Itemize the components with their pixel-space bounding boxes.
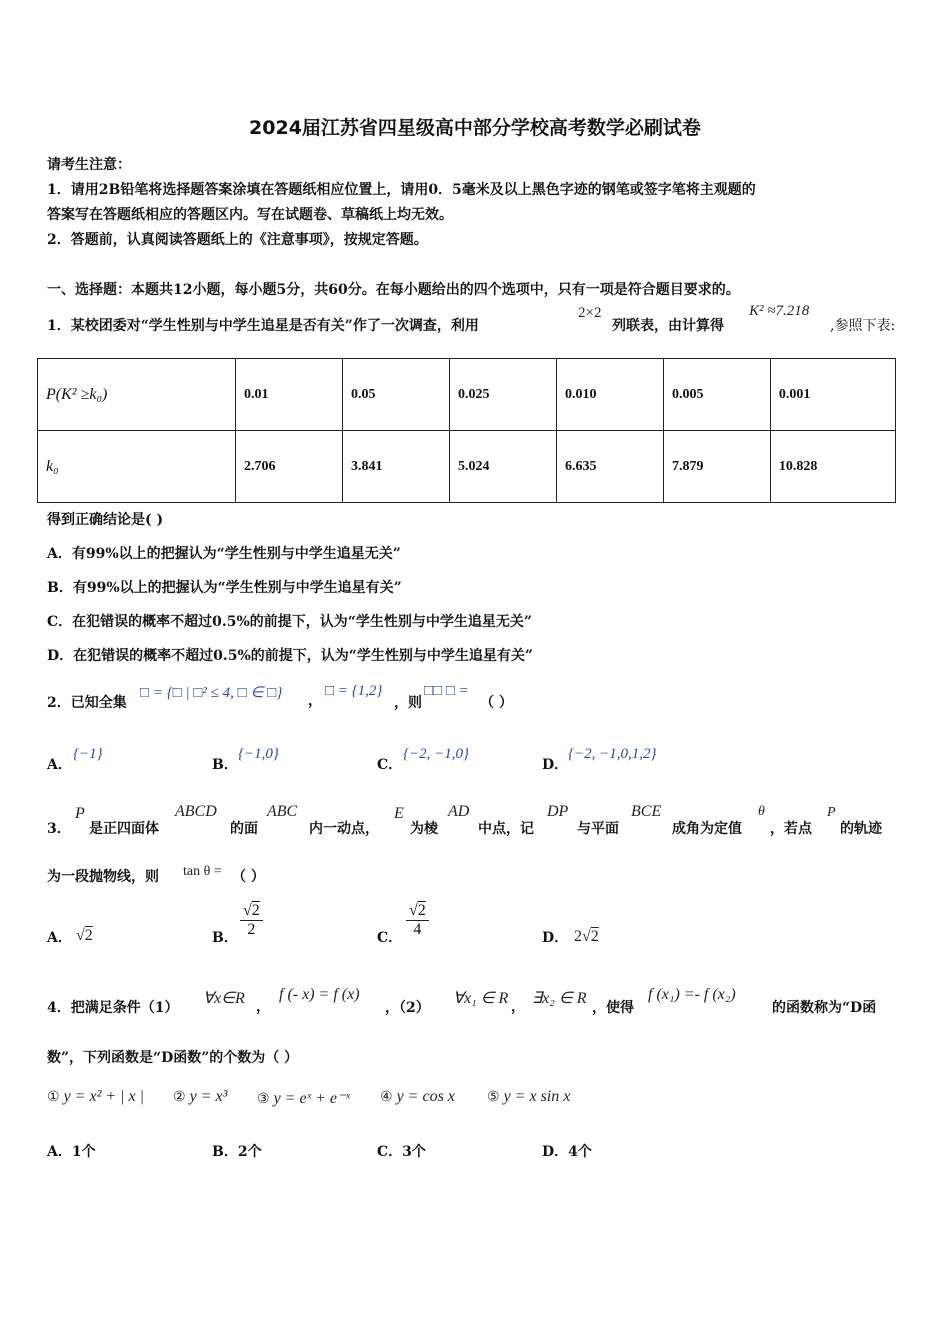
table-cell: 0.005 [663, 359, 770, 431]
q2-stem-a: 2．已知全集 [47, 695, 127, 711]
q3-option-c: $\frac{√2}{4}$ [406, 902, 429, 939]
q2-math-complement: □□ □ = [424, 683, 469, 699]
critical-value-table [37, 358, 896, 503]
q4-math-3: ∀x₁ ∈ R [453, 990, 509, 1007]
q2-label-d: D． [542, 757, 569, 773]
q2-option-c: {−2, −1,0} [403, 746, 469, 762]
q3-option-d-radicand: 2 [590, 928, 599, 945]
q1-option-c: C．在犯错误的概率不超过0.5%的前提下，认为“学生性别与中学生追星无关” [47, 614, 532, 630]
q3-option-b-den: 2 [247, 921, 256, 938]
table-cell: 0.05 [342, 359, 449, 431]
q1-stem-a: 1．某校团委对“学生性别与中学生追星是否有关”作了一次调查，利用 [47, 318, 479, 334]
notice-line-1a: 1．请用2B铅笔将选择题答案涂填在答题纸相应位置上，请用0．5毫米及以上黑色字迹的钢笔或签字笔将主观题的 [47, 182, 756, 198]
q3-text-8: ，若点 [770, 821, 812, 837]
q3-e: E [394, 805, 404, 822]
q4-func-expr: y = x³ [189, 1088, 228, 1105]
q4-func-5 [487, 1088, 570, 1106]
q4-option-c: C．3个 [377, 1144, 426, 1160]
q4-line-2: 数”，下列函数是“D函数”的个数为（ ） [47, 1050, 299, 1066]
q1-option-d: D．在犯错误的概率不超过0.5%的前提下，认为“学生性别与中学生追星有关” [47, 648, 533, 664]
q4-func-expr: y = cos x [396, 1088, 455, 1105]
q4-func-mark: ④ [380, 1090, 393, 1105]
q4-func-expr: y = eˣ + e⁻ˣ [273, 1090, 350, 1107]
q3-label-a: A． [47, 930, 72, 946]
q4-math-1: ∀x∈R [203, 990, 245, 1007]
q4-func-mark: ① [47, 1090, 60, 1105]
q2-option-b: {−1,0} [238, 746, 279, 762]
q2-label-a: A． [47, 757, 72, 773]
q2-option-a: {−1} [73, 746, 103, 762]
q3-text-4: 为棱 [410, 821, 438, 837]
q3-text-6: 与平面 [577, 821, 619, 837]
q1-stem-b: 列联表，由计算得 [612, 318, 724, 334]
table-row-label: k₀ [38, 431, 236, 503]
q2-comma: ， [308, 693, 322, 709]
q4-func-3 [257, 1088, 350, 1108]
table-cell: 2.706 [236, 431, 343, 503]
q4-option-b: B．2个 [212, 1144, 262, 1160]
q4-option-a: A．1个 [47, 1144, 96, 1160]
q3-option-b-num: 2 [251, 902, 260, 919]
q4-func-expr: y = x sin x [503, 1088, 571, 1105]
q4-func-2 [173, 1088, 227, 1106]
q3-p2: P [827, 805, 836, 820]
q3-theta: θ [758, 804, 765, 819]
table-cell: 0.001 [770, 359, 895, 431]
q1-after: 得到正确结论是( ) [47, 512, 164, 528]
q4-text-d-func: 的函数称为“D函 [772, 1000, 877, 1016]
q3-bce: BCE [631, 803, 662, 820]
q2-stem-b: ，则 [394, 695, 422, 711]
q3-option-a-radicand: 2 [84, 927, 93, 944]
q3-number: 3． [47, 821, 71, 837]
q4-cond-2: ，（2） [385, 1000, 430, 1016]
q3-abc: ABC [267, 803, 298, 820]
q4-func-4 [380, 1088, 455, 1106]
q3-option-d-coef: 2 [574, 928, 582, 945]
table-cell: 5.024 [449, 431, 556, 503]
q3-option-b: $\frac{√2}{2}$ [240, 902, 263, 939]
table-row [38, 431, 896, 503]
q4-func-mark: ⑤ [487, 1090, 500, 1105]
q3-abcd: ABCD [175, 803, 217, 820]
q4-math-5: f (x₁) =- f (x₂) [648, 986, 736, 1003]
q3-option-c-den: 4 [413, 921, 422, 938]
q4-comma-1: ， [256, 999, 270, 1015]
q4-text-make: ，使得 [592, 1000, 634, 1016]
q1-option-a: A．有99%以上的把握认为“学生性别与中学生追星无关” [47, 546, 401, 562]
q3-text-5: 中点，记 [478, 821, 534, 837]
q3-tan: tan θ = [183, 864, 222, 879]
q2-math-a: □ = {1,2} [325, 683, 383, 699]
q4-func-mark: ② [173, 1090, 186, 1105]
q2-stem-c: （ ） [480, 695, 513, 711]
q4-comma-3: ， [511, 999, 525, 1015]
notice-line-2: 2．答题前，认真阅读答题纸上的《注意事项》，按规定答题。 [47, 232, 428, 248]
q1-option-b: B．有99%以上的把握认为“学生性别与中学生追星有关” [47, 580, 402, 596]
q4-math-4: ∃x₂ ∈ R [532, 990, 587, 1007]
notice-line-1b: 答案写在答题纸相应的答题区内。写在试题卷、草稿纸上均无效。 [47, 207, 453, 223]
q4-option-d: D．4个 [542, 1144, 592, 1160]
page-title: 2024届江苏省四星级高中部分学校高考数学必刷试卷 [249, 117, 701, 139]
table-cell: 0.01 [236, 359, 343, 431]
q3-option-c-num: 2 [417, 902, 426, 919]
table-cell: 3.841 [342, 431, 449, 503]
q4-stem-a: 4．把满足条件（1） [47, 1000, 179, 1016]
q3-option-d: 2√2 [574, 928, 599, 945]
q3-text-2: 的面 [230, 821, 258, 837]
q3-line-2a: 为一段抛物线，则 [47, 869, 159, 885]
q3-line-2b: （ ） [232, 869, 265, 885]
q3-p: P [75, 805, 85, 822]
q4-math-2: f (- x) = f (x) [279, 986, 360, 1003]
q1-stem-c: ,参照下表: [830, 318, 896, 334]
q1-math-k2: K² ≈7.218 [749, 303, 810, 319]
q3-ad: AD [448, 803, 470, 820]
section-heading: 一、选择题：本题共12小题，每小题5分，共60分。在每小题给出的四个选项中，只有一项是符合题目要求的。 [47, 282, 740, 298]
q4-func-mark: ③ [257, 1092, 270, 1107]
q2-label-b: B． [212, 757, 238, 773]
q3-text-1: 是正四面体 [89, 821, 159, 837]
table-cell: 0.025 [449, 359, 556, 431]
q3-label-d: D． [542, 930, 569, 946]
q3-option-a: √2 [76, 927, 93, 944]
table-cell: 6.635 [556, 431, 663, 503]
q2-option-d: {−2, −1,0,1,2} [568, 746, 657, 762]
table-row-label: P(K² ≥k₀) [38, 359, 236, 431]
q3-label-b: B． [212, 930, 238, 946]
q3-dp: DP [547, 803, 569, 820]
q2-label-c: C． [377, 757, 403, 773]
q3-label-c: C． [377, 930, 403, 946]
table-cell: 7.879 [663, 431, 770, 503]
notice-heading: 请考生注意： [47, 157, 131, 173]
q3-text-9: 的轨迹 [840, 821, 882, 837]
q1-math-2x2: 2×2 [578, 305, 602, 321]
table-cell: 10.828 [770, 431, 895, 503]
q3-text-3: 内一动点， [309, 821, 379, 837]
q4-func-1 [47, 1088, 144, 1106]
table-cell: 0.010 [556, 359, 663, 431]
q4-func-expr: y = x² + | x | [63, 1088, 145, 1105]
q3-text-7: 成角为定值 [672, 821, 742, 837]
table-row [38, 359, 896, 431]
q2-math-u: □ = {□ | □² ≤ 4, □ ∈ □} [140, 685, 283, 701]
